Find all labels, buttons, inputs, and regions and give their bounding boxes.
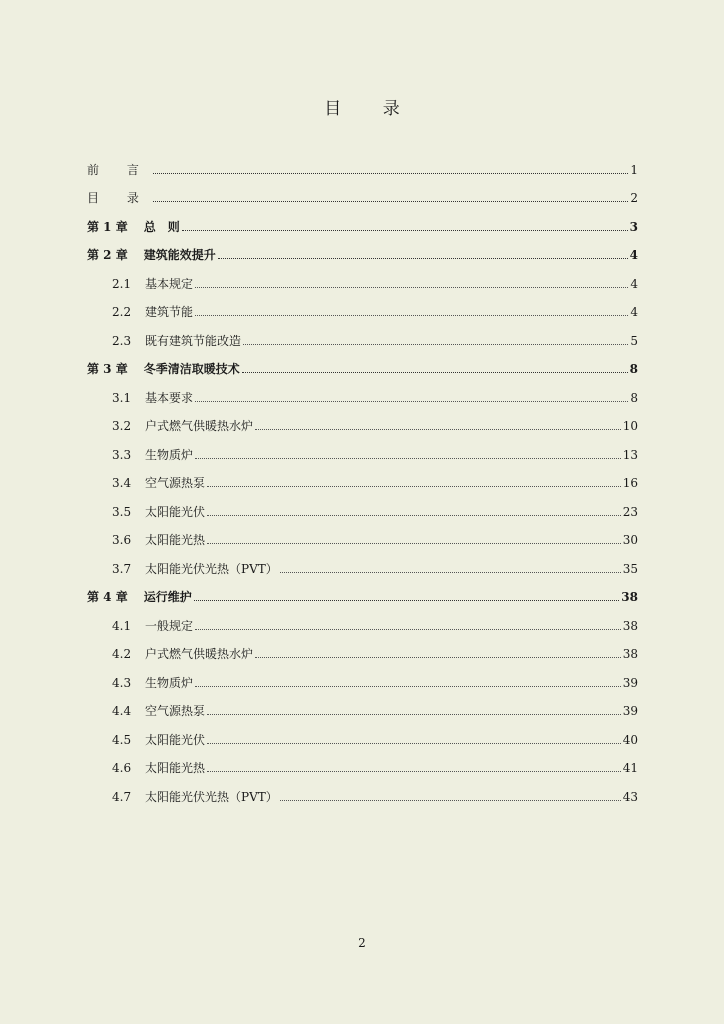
dot-leader <box>280 800 621 801</box>
toc-entry-number: 3.5 <box>112 504 132 519</box>
toc-entry-title: 前 言 <box>87 162 151 177</box>
toc-entry-number: 4.3 <box>112 675 132 690</box>
toc-entry-number: 3.3 <box>112 447 132 462</box>
table-of-contents <box>87 148 638 804</box>
dot-leader <box>255 429 621 430</box>
toc-entry-page: 39 <box>622 704 638 718</box>
toc-entry-title: 太阳能光热 <box>145 761 206 775</box>
toc-entry[interactable] <box>87 319 638 348</box>
toc-entry-number: 第 2 章 <box>87 248 128 262</box>
toc-entry-number: 2.2 <box>112 305 132 319</box>
toc-entry-page: 38 <box>622 618 638 633</box>
dot-leader <box>207 714 621 715</box>
toc-entry-page: 8 <box>629 362 638 376</box>
toc-entry[interactable] <box>87 576 638 605</box>
toc-entry[interactable] <box>87 348 638 377</box>
toc-entry-page: 8 <box>630 390 638 405</box>
toc-entry[interactable] <box>87 690 638 719</box>
toc-entry-number: 2.1 <box>112 276 132 291</box>
toc-entry-page: 43 <box>622 789 638 804</box>
toc-entry-number: 3.1 <box>112 390 132 405</box>
toc-entry-number: 4.1 <box>112 618 132 633</box>
toc-entry-number: 第 4 章 <box>87 590 128 604</box>
toc-entry[interactable] <box>87 405 638 434</box>
toc-entry-title: 目 录 <box>87 191 151 205</box>
toc-entry-title: 太阳能光热 <box>145 533 206 547</box>
toc-entry-page: 40 <box>622 732 638 747</box>
toc-entry-page: 30 <box>622 533 638 547</box>
toc-entry[interactable] <box>87 177 638 206</box>
toc-entry[interactable] <box>87 775 638 804</box>
toc-entry-page: 4 <box>630 276 638 291</box>
toc-entry-number: 3.4 <box>112 476 132 490</box>
toc-entry[interactable] <box>87 148 638 177</box>
toc-entry-title: 户式燃气供暖热水炉 <box>145 647 254 661</box>
toc-entry-title: 太阳能光伏 <box>145 732 206 747</box>
toc-entry-title: 建筑能效提升 <box>143 248 216 262</box>
toc-entry[interactable] <box>87 490 638 519</box>
toc-entry-page: 4 <box>629 248 638 262</box>
toc-entry-page: 39 <box>622 675 638 690</box>
toc-entry-title: 空气源热泵 <box>145 476 206 490</box>
toc-entry-title: 建筑节能 <box>145 305 194 319</box>
toc-entry-page: 35 <box>622 561 638 576</box>
toc-entry-page: 2 <box>630 191 638 205</box>
toc-entry-number: 第 3 章 <box>87 362 128 376</box>
toc-entry-title: 基本要求 <box>145 390 194 405</box>
toc-entry-number: 第 1 章 <box>87 219 128 234</box>
toc-entry-page: 1 <box>630 162 638 177</box>
toc-entry-title: 基本规定 <box>145 276 194 291</box>
toc-entry-title: 运行维护 <box>143 590 192 604</box>
toc-entry-number: 3.2 <box>112 419 132 433</box>
toc-entry-title: 一般规定 <box>145 618 194 633</box>
toc-entry[interactable] <box>87 234 638 263</box>
toc-entry[interactable] <box>87 661 638 690</box>
toc-entry-title: 冬季清洁取暖技术 <box>143 362 240 376</box>
toc-entry-page: 3 <box>629 219 638 234</box>
toc-entry-title: 空气源热泵 <box>145 704 206 718</box>
toc-entry[interactable] <box>87 376 638 405</box>
dot-leader <box>207 486 621 487</box>
toc-entry-page: 13 <box>622 447 638 462</box>
toc-entry-number: 4.2 <box>112 647 132 661</box>
toc-entry-title: 太阳能光伏 <box>145 504 206 519</box>
page-number: 2 <box>358 936 366 950</box>
toc-entry-number: 4.6 <box>112 761 132 775</box>
dot-leader <box>207 515 621 516</box>
toc-entry-page: 38 <box>621 590 638 604</box>
toc-entry[interactable] <box>87 291 638 320</box>
toc-entry-title: 生物质炉 <box>145 447 194 462</box>
toc-entry[interactable] <box>87 604 638 633</box>
toc-entry[interactable] <box>87 718 638 747</box>
toc-entry-title: 太阳能光伏光热（PVT） <box>145 789 278 804</box>
toc-entry[interactable] <box>87 262 638 291</box>
dot-leader <box>255 657 621 658</box>
dot-leader <box>242 372 628 373</box>
toc-entry-number: 3.7 <box>112 561 132 576</box>
dot-leader <box>182 230 628 231</box>
toc-entry-number: 3.6 <box>112 533 132 547</box>
toc-entry-number: 4.5 <box>112 732 132 747</box>
dot-leader <box>207 543 621 544</box>
toc-entry-page: 10 <box>622 419 638 433</box>
toc-entry-number: 2.3 <box>112 333 132 348</box>
dot-leader <box>195 401 628 402</box>
toc-entry-number: 4.7 <box>112 789 132 804</box>
toc-entry[interactable] <box>87 433 638 462</box>
toc-entry[interactable] <box>87 462 638 491</box>
dot-leader <box>194 600 620 601</box>
dot-leader <box>218 258 628 259</box>
toc-entry-page: 4 <box>630 305 638 319</box>
dot-leader <box>195 458 621 459</box>
toc-entry-page: 16 <box>622 476 638 490</box>
toc-entry-title: 总 则 <box>143 219 180 234</box>
dot-leader <box>207 743 621 744</box>
toc-entry-page: 23 <box>622 504 638 519</box>
toc-entry-number: 4.4 <box>112 704 132 718</box>
toc-entry-page: 5 <box>630 333 638 348</box>
toc-entry[interactable] <box>87 633 638 662</box>
dot-leader <box>243 344 628 345</box>
toc-entry-title: 户式燃气供暖热水炉 <box>145 419 254 433</box>
dot-leader <box>195 686 621 687</box>
dot-leader <box>280 572 621 573</box>
dot-leader <box>195 315 628 316</box>
dot-leader <box>153 201 628 202</box>
toc-entry-title: 太阳能光伏光热（PVT） <box>145 561 278 576</box>
dot-leader <box>195 287 628 288</box>
toc-entry-title: 既有建筑节能改造 <box>145 333 242 348</box>
toc-entry[interactable] <box>87 747 638 776</box>
toc-entry[interactable] <box>87 205 638 234</box>
page-title: 目 录 <box>324 99 418 119</box>
toc-entry[interactable] <box>87 547 638 576</box>
toc-entry-page: 41 <box>622 761 638 775</box>
toc-entry[interactable] <box>87 519 638 548</box>
toc-entry-title: 生物质炉 <box>145 675 194 690</box>
dot-leader <box>207 771 621 772</box>
toc-entry-page: 38 <box>622 647 638 661</box>
dot-leader <box>153 173 628 174</box>
dot-leader <box>195 629 621 630</box>
